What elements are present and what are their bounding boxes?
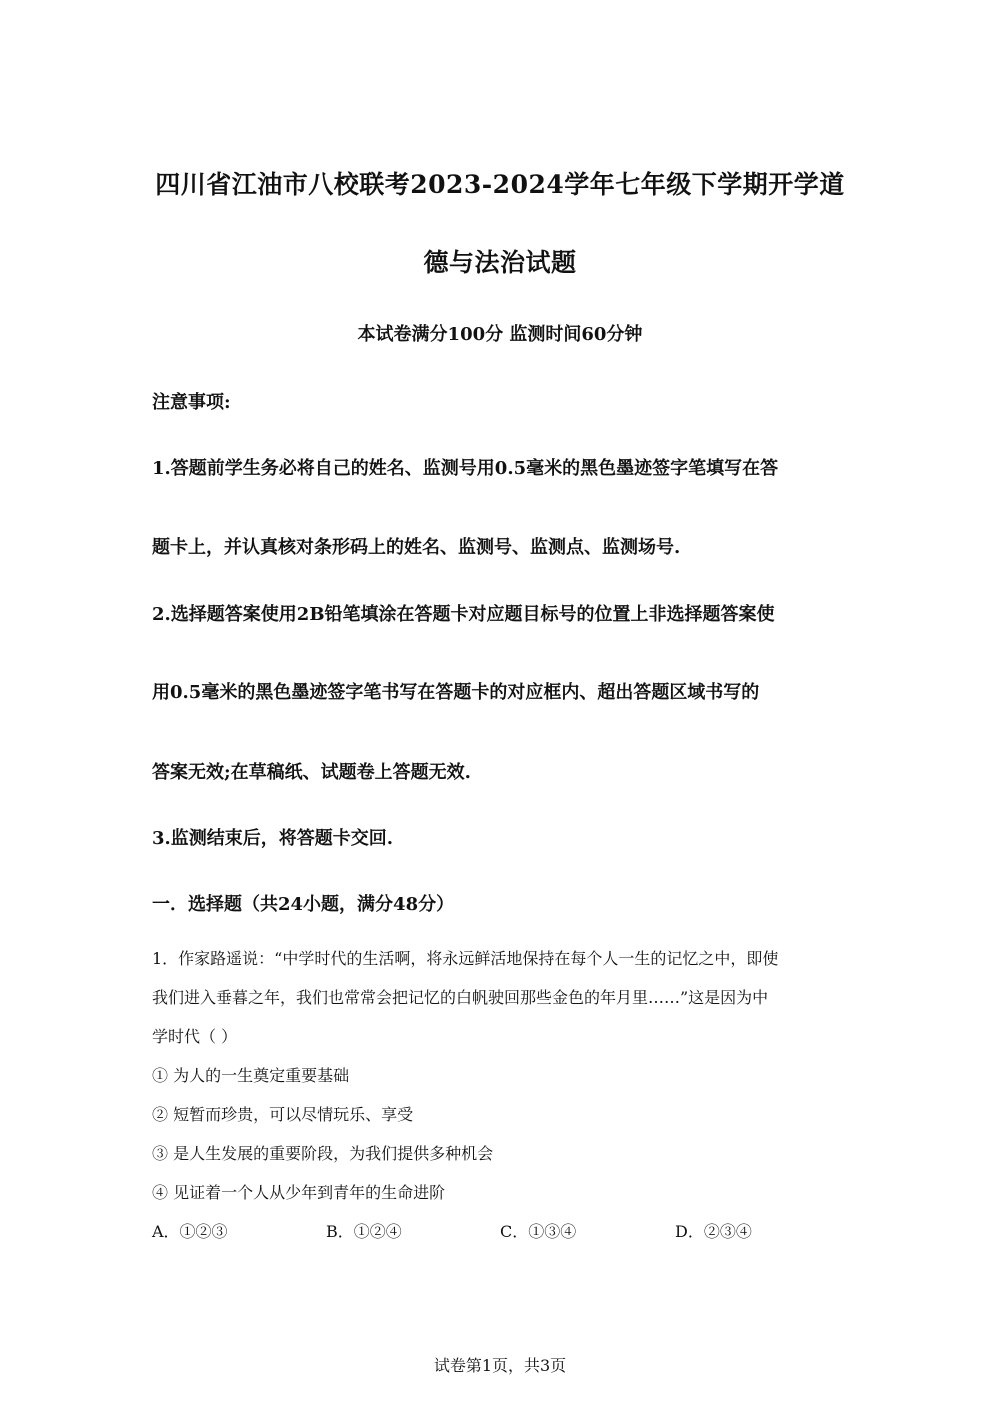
note-line: 题卡上，并认真核对条形码上的姓名、监测号、监测点、监测场号. [152, 537, 681, 558]
option-a: A．①②③ [152, 1222, 228, 1241]
note-line: 1.答题前学生务必将自己的姓名、监测号用0.5毫米的黑色墨迹签字笔填写在答 [152, 458, 779, 479]
note-line: 答案无效;在草稿纸、试题卷上答题无效. [152, 762, 471, 783]
question-statement: ③ 是人生发展的重要阶段，为我们提供多种机会 [152, 1144, 494, 1163]
exam-title-line1: 四川省江油市八校联考2023-2024学年七年级下学期开学道 [155, 170, 845, 199]
exam-title-line2: 德与法治试题 [423, 248, 577, 277]
exam-subtitle: 本试卷满分100分 监测时间60分钟 [357, 324, 643, 345]
question-statement: ④ 见证着一个人从少年到青年的生命进阶 [152, 1183, 446, 1202]
question-stem-line: 1．作家路遥说：“中学时代的生活啊，将永远鲜活地保持在每个人一生的记忆之中，即使 [152, 949, 779, 968]
question-statement: ① 为人的一生奠定重要基础 [152, 1066, 350, 1085]
page-footer: 试卷第1页，共3页 [433, 1356, 567, 1375]
section-heading: 一．选择题（共24小题，满分48分） [152, 894, 455, 915]
option-c: C．①③④ [500, 1222, 577, 1241]
question-stem-line: 我们进入垂暮之年，我们也常常会把记忆的白帆驶回那些金色的年月里……”这是因为中 [152, 988, 769, 1007]
notes-heading: 注意事项: [152, 392, 231, 413]
option-d: D．②③④ [675, 1222, 752, 1241]
note-line: 3.监测结束后，将答题卡交回. [152, 828, 394, 849]
note-line: 用0.5毫米的黑色墨迹签字笔书写在答题卡的对应框内、超出答题区域书写的 [152, 682, 760, 703]
option-b: B．①②④ [326, 1222, 402, 1241]
question-stem-line: 学时代（ ） [152, 1027, 238, 1046]
note-line: 2.选择题答案使用2B铅笔填涂在答题卡对应题目标号的位置上非选择题答案使 [152, 604, 775, 625]
question-statement: ② 短暂而珍贵，可以尽情玩乐、享受 [152, 1105, 414, 1124]
